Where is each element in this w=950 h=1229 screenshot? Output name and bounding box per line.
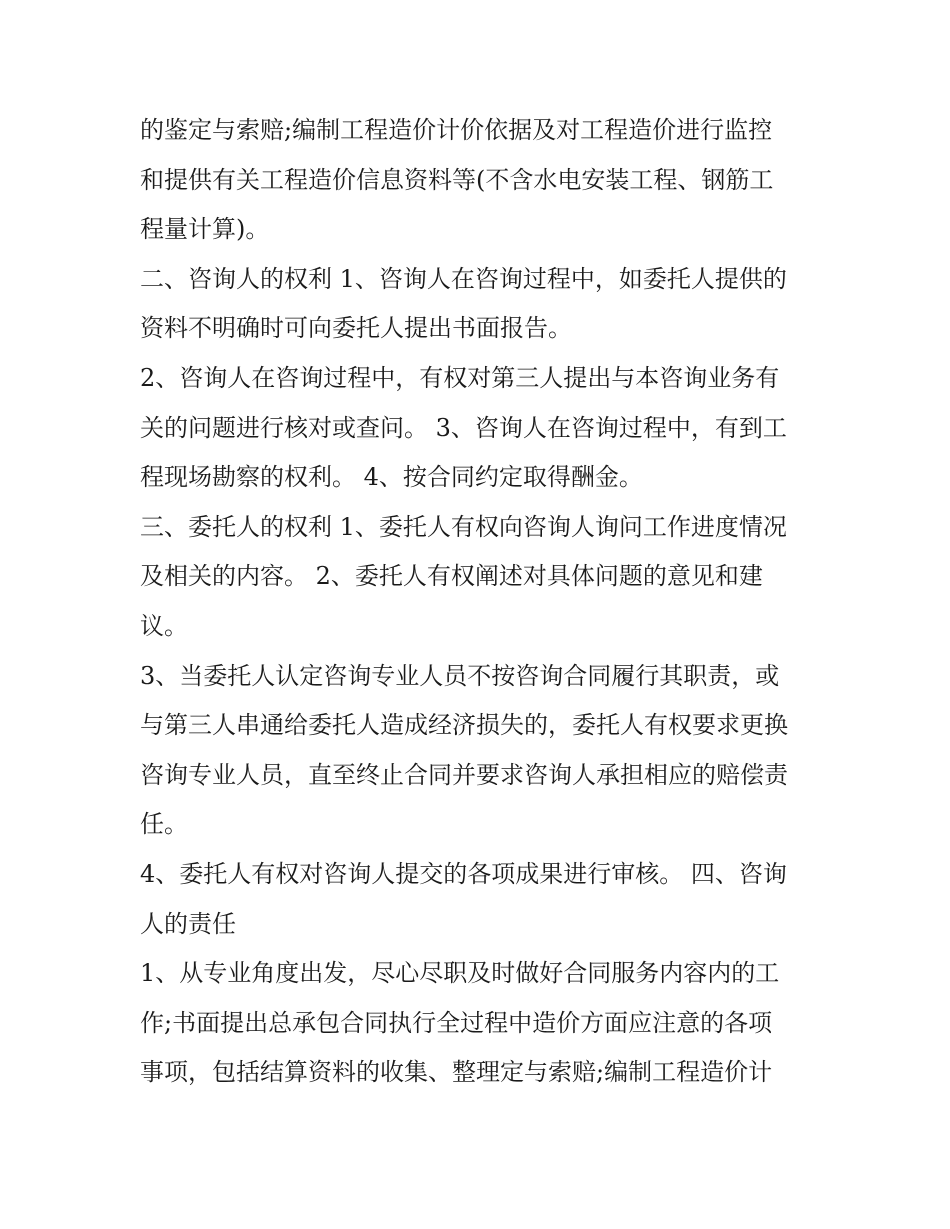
text-line: 3、当委托人认定咨询专业人员不按咨询合同履行其职责，或 [140, 661, 780, 690]
text-line: 作;书面提出总承包合同执行全过程中造价方面应注意的各项 [140, 1008, 773, 1037]
text-line: 任。 [140, 810, 188, 839]
text-line: 三、委托人的权利 1、委托人有权向咨询人询问工作进度情况 [140, 512, 787, 541]
text-line: 和提供有关工程造价信息资料等(不含水电安装工程、钢筋工 [140, 165, 774, 194]
text-line: 关的问题进行核对或查问。 3、咨询人在咨询过程中，有到工 [140, 413, 787, 442]
text-line: 议。 [140, 611, 188, 640]
text-line: 二、咨询人的权利 1、咨询人在咨询过程中，如委托人提供的 [140, 264, 787, 293]
text-line: 1、从专业角度出发，尽心尽职及时做好合同服务内容内的工 [140, 959, 780, 988]
body-text [140, 106, 820, 1098]
text-line: 的鉴定与索赔;编制工程造价计价依据及对工程造价进行监控 [140, 116, 773, 144]
text-line: 咨询专业人员，直至终止合同并要求咨询人承担相应的赔偿责 [140, 760, 788, 789]
text-line: 人的责任 [140, 909, 236, 938]
text-line: 4、委托人有权对咨询人提交的各项成果进行审核。 四、咨询 [140, 859, 787, 888]
text-line: 及相关的内容。 2、委托人有权阐述对具体问题的意见和建 [140, 562, 763, 591]
text-line: 与第三人串通给委托人造成经济损失的，委托人有权要求更换 [140, 711, 788, 740]
text-line: 2、咨询人在咨询过程中，有权对第三人提出与本咨询业务有 [140, 363, 780, 392]
text-line: 程现场勘察的权利。 4、按合同约定取得酬金。 [140, 463, 643, 492]
text-line: 资料不明确时可向委托人提出书面报告。 [140, 314, 572, 343]
text-line: 程量计算)。 [140, 215, 270, 244]
text-line: 事项，包括结算资料的收集、整理定与索赔;编制工程造价计 [140, 1058, 773, 1087]
